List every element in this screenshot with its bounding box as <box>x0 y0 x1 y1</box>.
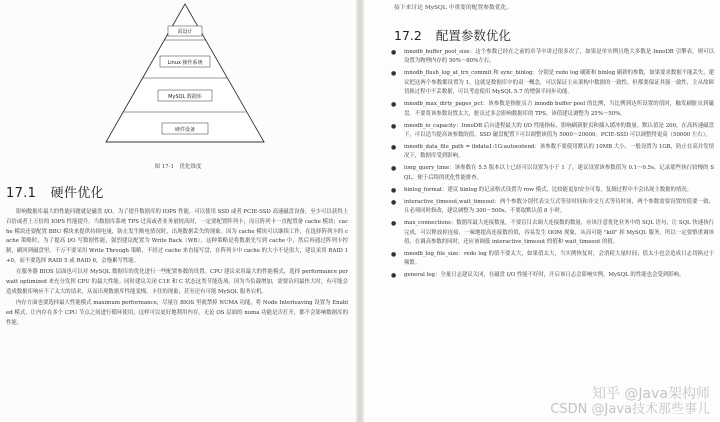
bullet-icon: ● <box>391 198 397 206</box>
list-item <box>388 271 714 280</box>
list-item-text: max_connections：数据库最大连接数量，不要盲目去调大连接数的数量，应该注意优化业务中的 SQL 语句，让 SQL 快速执行完成，可以释放掉连接，一味地提高连接数的值，容易发生 OOM 现象，从而可能 "kill" 掉 MySQL 服务，所以一定要慎重调该值，在调高参数的同时，还应该调低 interactive_timeout 的值和 wait_timeout 的值。 <box>404 220 714 246</box>
pyramid-level-4: 硬件设备 <box>174 127 196 133</box>
list-item <box>388 219 714 247</box>
pyramid-level-1: 需设计 <box>177 29 193 35</box>
watermark-line-2: CSDN @Java技术那些事儿 <box>550 402 710 417</box>
bullet-icon: ● <box>391 49 397 56</box>
list-item <box>388 48 714 67</box>
list-item <box>388 69 714 97</box>
list-item-text: interactive_timeout,wait_timeout：两个参数分别代表交互式等待时间和非交互式等待时间，两个参数需要设置的值要一致，且必须同时修改，建议调整为 300～500s，不要取默认值 8 小时。 <box>404 198 714 215</box>
book-gutter <box>356 0 364 422</box>
bullet-icon: ● <box>391 165 397 173</box>
paragraph: 内存方面也要选择最大性能模式 maximum performance，尽量在 BIOS 里就禁掉 NUMA 功能，将 Node Interleaving 设置为 Enabled 模式，让内存在多个 CPU 节点之间进行循环使用，这样可以更好地利用内存，无论 OS 层面的 numa 功能是否打开，都不会影响数据库的性能。 <box>6 300 348 326</box>
bullet-icon: ● <box>391 186 397 194</box>
bullet-icon: ● <box>391 251 397 259</box>
bullet-icon: ● <box>391 272 397 280</box>
section-title: 配置参数优化 <box>435 28 511 43</box>
bullet-icon: ● <box>391 144 397 152</box>
list-item-text: innodb_data_file_path = ibdata1:1G:autoextend：该参数不要使用默认的 10MB 大小，一般设置为 1GB，防止在高并发情况下，数据库受到影响。 <box>404 144 714 160</box>
list-item-text: general log：全量日志建议关闭，在磁盘 I/O 性能不好时，开启该日志会影响实例，MySQL 的性能也会受到影响。 <box>404 272 685 279</box>
pyramid-level-3: MySQL 数据库 <box>168 94 202 100</box>
section-title: 硬件优化 <box>50 186 104 201</box>
list-item <box>388 186 714 195</box>
list-item <box>388 100 714 119</box>
section-heading-hardware <box>6 182 104 201</box>
list-item <box>388 143 714 162</box>
bullet-icon: ● <box>391 101 397 109</box>
left-page <box>0 0 356 422</box>
section-number: 17.1 <box>6 186 37 201</box>
bullet-icon: ● <box>391 70 397 78</box>
list-item <box>388 250 714 269</box>
list-item <box>388 122 714 141</box>
list-item-text: innodb_buffer_pool_size：这个参数已经在之前的章节中讲过很多次了，如果是单实例且绝大多数是 InnoDB 引擎表，则可以设置为物理内存的 50%～80%左右。 <box>404 49 714 65</box>
list-item <box>388 198 714 217</box>
left-body <box>6 208 348 330</box>
figure-caption: 图 17-1 优化维度 <box>154 164 202 170</box>
watermark <box>550 386 710 418</box>
pyramid-diagram <box>100 0 270 145</box>
right-page <box>364 0 720 422</box>
intro-line: 接下来讨论 MySQL 中重要的配置参数优化。 <box>394 5 513 11</box>
paragraph: 影响数据库最大的性能问题就是磁盘 I/O。为了提升数据库的 IOPS 性能，可以使用 SSD 或者 PCIE-SSD 高速磁盘设备，至少可以获得上百倍或者上万倍的 IOPS 性能提升。当数据库系统 TPS 过高或者业务量较高时，一定要配置阵列卡，而且阵列卡一直配置备 cache 模块；cache 模块还要配置 BBU 模块来提供持续电量，防止发生断电情况时，出现数据丢失的现象。因为 cache 模块可以继续工作，在选择阵列卡的 cache 策略时，为了提高 I/O 写数据性能，强烈建议配置为 Write Back（WB），这种策略是将数据先写到 cache 中，然后再通过阵列卡控制，刷回到磁盘里。千万不要采用 Write Through 策略，不经过 cache 来直接写盘，在阵列卡中 cache 的大小不是很大，建议采用 RAID 1+0，而不要选择 RAID 5 或 RAID 6，会拖累写性能。 <box>6 209 348 264</box>
pyramid-level-2: Linux 操作系统 <box>167 60 203 66</box>
list-item-text: long_query_time：该参数在 5.5 版本以上已经可以设置为小于 1 了，建议设置该参数值为 0.1～0.5s，记录那些执行较慢的 SQL，便于后续的优化性能排查。 <box>404 165 714 181</box>
list-item-text: innodb_log_file_size：redo log 的值不要太大，如果值太大，当实例恢复时，会消耗大量时间；值太小也会造成日志切换过于频繁。 <box>404 251 714 267</box>
list-item-text: innodb_flush_log_at_trx_commit 和 sync_binlog：分别是 redo log 刷新和 binlog 刷新的参数，如果要求数据不能丢失，建议把这两个参数都设置为 1。这就是数据库中的双一概念，可以保证主从架构中数据的一致性，但都要保证其强一致性，主从故障切换过程中不丢数据，可以考虑使用 MySQL 5.7 的增强半同步功能。 <box>404 70 714 96</box>
parameter-list <box>388 48 714 283</box>
section-number: 17.2 <box>394 28 422 43</box>
list-item-text: binlog_format：建议 binlog 的记录格式设置为 row 模式，比较能更加安全可靠，复制过程中不会出现主数据的情况。 <box>404 186 693 193</box>
list-item <box>388 164 714 183</box>
paragraph: 在服务器 BIOS 层面也可以对 MySQL 数据库的优化进行一些配置参数的设置。CPU 建议采用最大的性能模式，选择 performance per watt optimized 来充分发挥 CPU 的最大性能。同时建议关闭 C1E 和 C 状态这类节能选项，因为当负载增加，需要访问最快大时，有可能会造成数据库响应不了太大的请求，从而出现数据库性能变慢，卡住的现象，甚至还有可能 MySQL 服务宕机。 <box>6 269 348 295</box>
list-item-text: innodb_max_dirty_pages_pct：该参数是指脏页占 innodb buffer pool 的比例，当比例到达所设置的值时，触发刷脏页到磁盘。不要将该参数设置太大，脏页过多会影响数据库的 TPS。该值建议调整为 25%～50%。 <box>404 101 714 117</box>
bullet-icon: ● <box>391 122 397 130</box>
section-heading-config <box>394 26 511 44</box>
bullet-icon: ● <box>391 220 397 228</box>
list-item-text: innodb_io_capacity：InnoDB 后台进程最大的 I/O 性能指标，影响刷新脏页和插入缓冲的数量。默认值是 200，在高转速磁盘下，可以适当提高该参数的值，SSD 磁盘配置下可以调整该值为 5000～20000。PCIE-SSD 可以调整得更高（50000 左右）。 <box>404 122 714 139</box>
watermark-line-1: 知乎 @Java架构师 <box>591 386 710 402</box>
